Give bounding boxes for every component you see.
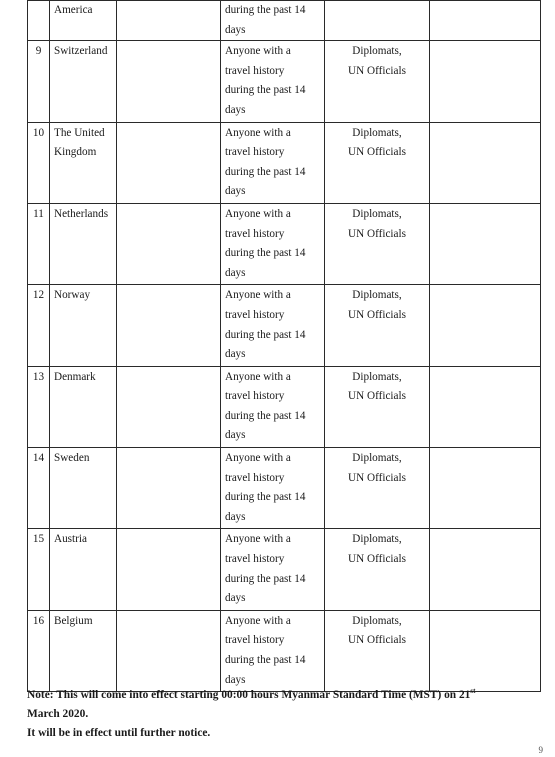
cell-blank [117, 122, 221, 203]
cell-exemption: Diplomats, UN Officials [325, 41, 430, 122]
cell-remarks [430, 610, 541, 691]
page-number: 9 [538, 745, 543, 755]
cell-travel-history: Anyone with a travel history during the past 14 days [221, 529, 325, 610]
cell-number: 14 [28, 448, 50, 529]
cell-exemption [325, 1, 430, 41]
cell-travel-history: Anyone with a travel history during the past 14 days [221, 610, 325, 691]
cell-blank [117, 285, 221, 366]
cell-exemption: Diplomats, UN Officials [325, 203, 430, 284]
cell-number: 13 [28, 366, 50, 447]
cell-exemption: Diplomats, UN Officials [325, 122, 430, 203]
table-row [28, 203, 541, 284]
cell-number: 15 [28, 529, 50, 610]
cell-remarks [430, 448, 541, 529]
table-row [28, 529, 541, 610]
cell-country: Belgium [50, 610, 117, 691]
cell-country: Austria [50, 529, 117, 610]
note-superscript: st [470, 687, 476, 696]
cell-travel-history: Anyone with a travel history during the past 14 days [221, 366, 325, 447]
cell-remarks [430, 203, 541, 284]
table-row [28, 448, 541, 529]
cell-remarks [430, 122, 541, 203]
cell-remarks [430, 285, 541, 366]
cell-number: 9 [28, 41, 50, 122]
cell-number: 10 [28, 122, 50, 203]
cell-blank [117, 41, 221, 122]
cell-blank [117, 203, 221, 284]
cell-travel-history: during the past 14 days [221, 1, 325, 41]
cell-country: America [50, 1, 117, 41]
cell-exemption: Diplomats, UN Officials [325, 448, 430, 529]
note-block [27, 686, 541, 743]
cell-country: Netherlands [50, 203, 117, 284]
cell-travel-history: Anyone with a travel history during the past 14 days [221, 122, 325, 203]
cell-remarks [430, 1, 541, 41]
cell-number: 12 [28, 285, 50, 366]
cell-country: The United Kingdom [50, 122, 117, 203]
cell-travel-history: Anyone with a travel history during the past 14 days [221, 448, 325, 529]
cell-number: 11 [28, 203, 50, 284]
note-effective-text: Note: This will come into effect starting 00:00 hours Myanmar Standard Time (MST) on 21 [27, 689, 471, 701]
travel-restriction-table [27, 0, 541, 692]
cell-blank [117, 529, 221, 610]
cell-exemption: Diplomats, UN Officials [325, 529, 430, 610]
cell-blank [117, 1, 221, 41]
table-row [28, 285, 541, 366]
cell-remarks [430, 529, 541, 610]
cell-country: Norway [50, 285, 117, 366]
table-row [28, 122, 541, 203]
cell-travel-history: Anyone with a travel history during the past 14 days [221, 285, 325, 366]
cell-blank [117, 610, 221, 691]
cell-exemption: Diplomats, UN Officials [325, 285, 430, 366]
cell-number [28, 1, 50, 41]
cell-travel-history: Anyone with a travel history during the past 14 days [221, 41, 325, 122]
table-row [28, 41, 541, 122]
note-date-line: March 2020. [27, 708, 89, 720]
cell-blank [117, 366, 221, 447]
cell-country: Sweden [50, 448, 117, 529]
note-duration-line: It will be in effect until further notice. [27, 727, 211, 739]
cell-number: 16 [28, 610, 50, 691]
table-row-continued [28, 1, 541, 41]
cell-blank [117, 448, 221, 529]
cell-exemption: Diplomats, UN Officials [325, 366, 430, 447]
note-effective-line [27, 686, 541, 705]
cell-travel-history: Anyone with a travel history during the past 14 days [221, 203, 325, 284]
table-row [28, 610, 541, 691]
cell-country: Switzerland [50, 41, 117, 122]
table-row [28, 366, 541, 447]
cell-country: Denmark [50, 366, 117, 447]
cell-remarks [430, 41, 541, 122]
cell-exemption: Diplomats, UN Officials [325, 610, 430, 691]
cell-remarks [430, 366, 541, 447]
